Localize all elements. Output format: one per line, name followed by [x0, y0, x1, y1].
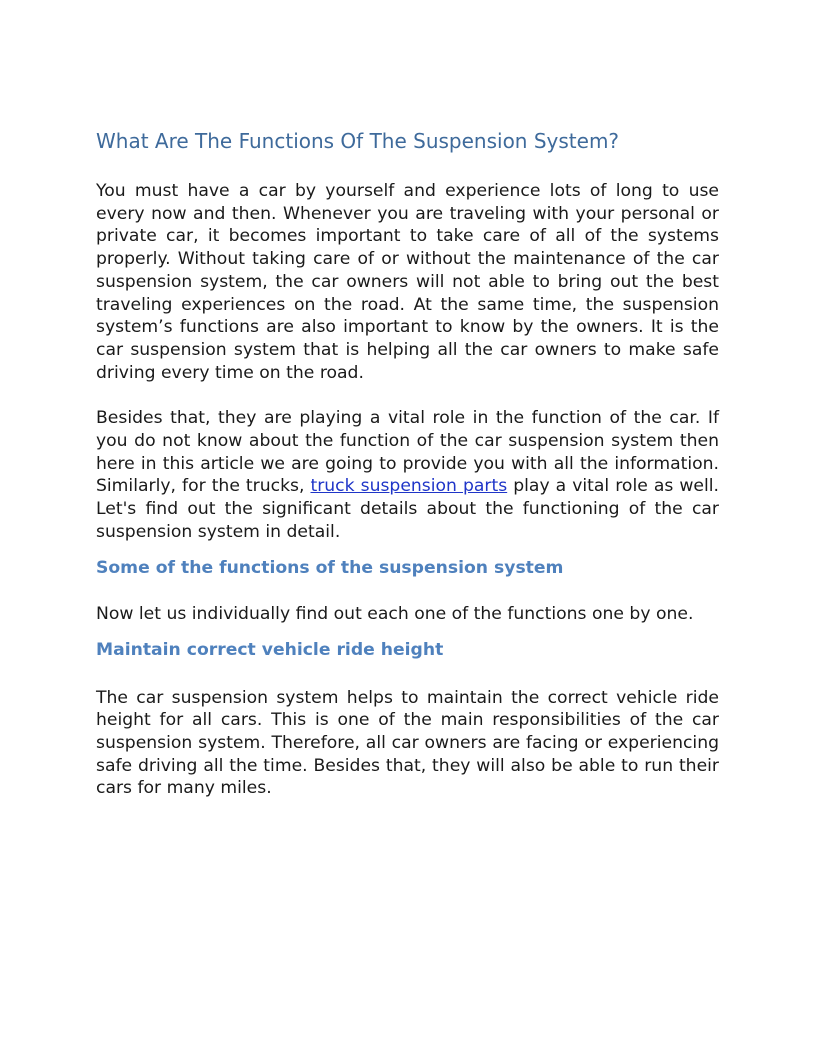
document-page	[96, 124, 719, 800]
section-heading-functions: Some of the functions of the suspension system	[96, 557, 564, 578]
second-paragraph-after-link: play a vital role as well. Let's find out the significant details about the functioning of the car suspension system in detail.	[96, 476, 719, 542]
page-title: What Are The Functions Of The Suspension System?	[96, 129, 620, 153]
intro-paragraph: You must have a car by yourself and experience lots of long to use every now and then. Whenever you are traveling with your personal or private car, it becomes important to take care of all of the systems properly. Without taking care of or without the maintenance of the car suspension system, the car owners will not able to bring out the best traveling experiences on the road. At the same time, the suspension system’s functions are also important to know by the owners. It is the car suspension system that is helping all the car owners to make safe driving every time on the road.	[96, 181, 719, 383]
second-paragraph	[96, 407, 719, 543]
section-heading-ride-height: Maintain correct vehicle ride height	[96, 639, 444, 660]
functions-intro-paragraph: Now let us individually find out each one of the functions one by one.	[96, 604, 694, 625]
truck-suspension-parts-link[interactable]: truck suspension parts	[310, 476, 508, 497]
second-paragraph-before-link: Besides that, they are playing a vital role in the function of the car. If you do not know about the function of the car suspension system then here in this article we are going to provide you with all the information. Similarly, for the trucks,	[96, 408, 719, 497]
ride-height-paragraph: The car suspension system helps to maintain the correct vehicle ride height for all cars. This is one of the main responsibilities of the car suspension system. Therefore, all car owners are facing or experiencing safe driving all the time. Besides that, they will also be able to run their cars for many miles.	[96, 687, 719, 799]
